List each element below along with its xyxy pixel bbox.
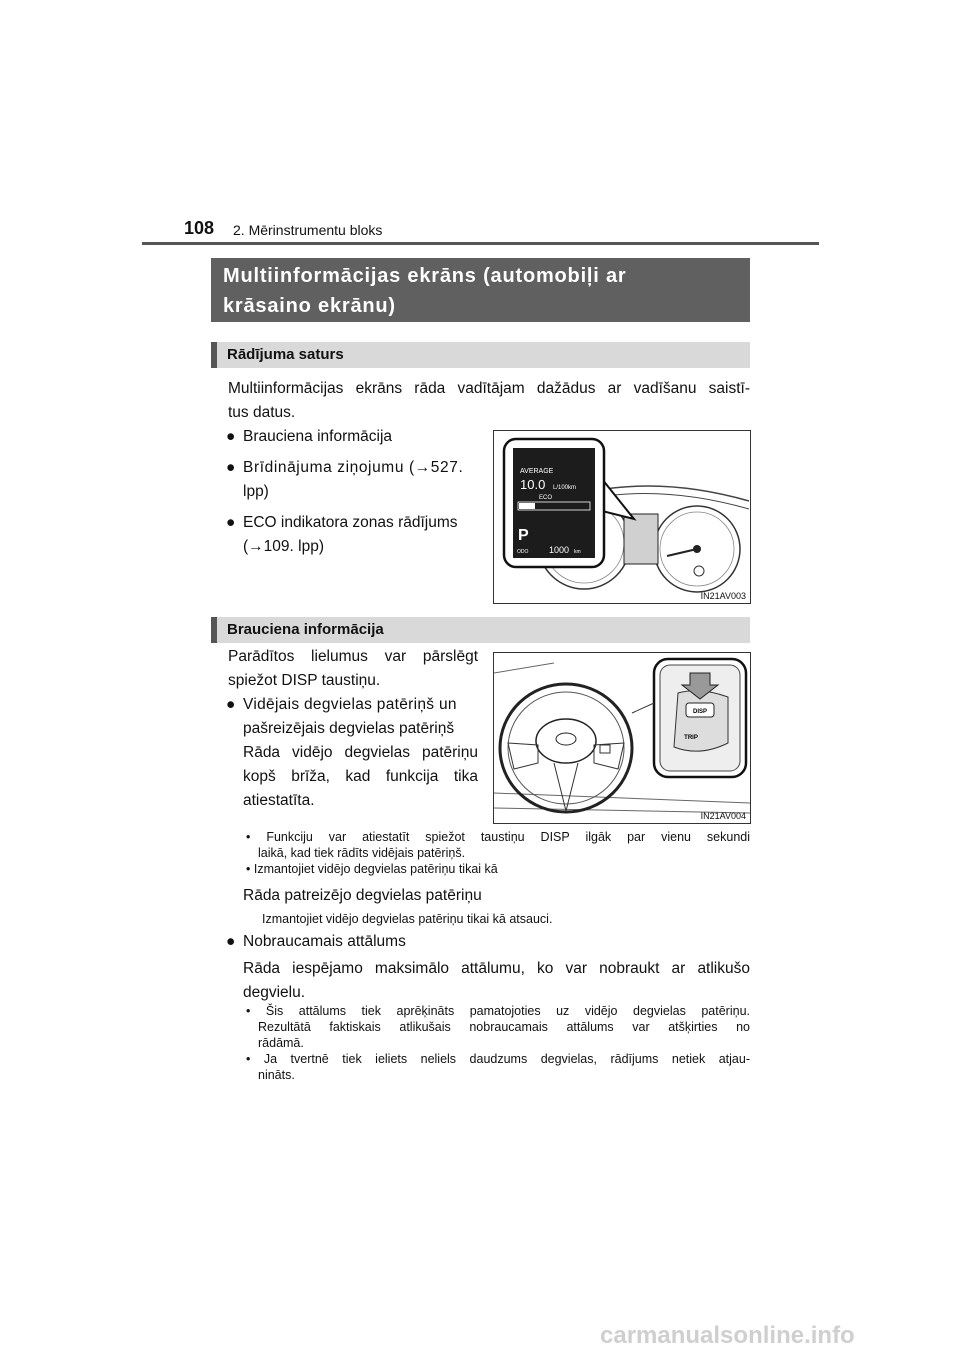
list-item: ● Brīdinājuma ziņojumu (→527. lpp) bbox=[226, 456, 484, 504]
section-title-line2: krāsaino ekrānu) bbox=[223, 295, 396, 317]
trip-intro-text bbox=[228, 645, 478, 693]
intro-line-2: tus datus. bbox=[228, 404, 296, 421]
range-description: Rāda iespējamo maksimālo attālumu, ko var nobraukt ar atlikušo degvielu. bbox=[243, 960, 750, 1001]
trip-button-label: TRIP bbox=[684, 735, 698, 741]
bullet-icon: ● bbox=[226, 696, 236, 713]
screen-value: 10.0 bbox=[520, 477, 546, 492]
steering-wheel-illustration bbox=[494, 653, 750, 823]
steering-wheel-figure bbox=[493, 652, 751, 824]
bullet-icon: ● bbox=[226, 459, 236, 476]
trip-intro-line-1: Parādītos lielumus var pārslēgt bbox=[228, 648, 478, 665]
bullet-icon: ● bbox=[226, 514, 236, 531]
subheading-display-content: Rādījuma saturs bbox=[211, 342, 750, 368]
subheading-trip-information: Brauciena informācija bbox=[211, 617, 750, 643]
section-title-line1: Multiinformācijas ekrāns (automobiļi ar bbox=[223, 265, 627, 287]
instrument-cluster-figure bbox=[493, 430, 751, 604]
figure-id: IN21AV003 bbox=[700, 591, 746, 601]
screen-gear: P bbox=[518, 527, 529, 544]
fuel-consumption-description: Rāda vidējo degvielas patēriņu kopš brīža, kad funkcija tika atiestatīta. bbox=[243, 744, 478, 809]
section-title bbox=[211, 258, 750, 322]
screen-unit: L/100km bbox=[553, 485, 577, 491]
screen-odo-unit: km bbox=[574, 549, 581, 555]
page-number: 108 bbox=[184, 218, 215, 238]
bullet-icon: ● bbox=[226, 933, 236, 950]
range-notes: • Šis attālums tiek aprēķināts pamatojoties uz vidējo degvielas patēriņu. Rezultātā faktiskais atlikušais nobraucamais attālums var atšķirties no rādāmā. • Ja tvertnē tiek ieliets neliels daudzums degvielas, rādījums netiek atjau- nināts. bbox=[246, 1004, 750, 1082]
watermark: carmanualsonline.info bbox=[600, 1322, 855, 1349]
trip-intro-line-2: spiežot DISP taustiņu. bbox=[228, 672, 381, 689]
figure-id: IN21AV004 bbox=[700, 811, 746, 821]
screen-odo-value: 1000 bbox=[549, 545, 570, 555]
display-content-list bbox=[226, 425, 484, 559]
current-consumption-text: Rāda patreizējo degvielas patēriņu bbox=[243, 887, 482, 904]
screen-eco-label: ECO bbox=[539, 495, 553, 501]
fuel-consumption-item: ● Vidējais degvielas patēriņš un pašreizējais degvielas patēriņš bbox=[226, 693, 478, 741]
intro-text bbox=[228, 377, 750, 425]
chapter-title: 2. Mērinstrumentu bloks bbox=[233, 222, 383, 238]
bullet-icon: ● bbox=[226, 428, 236, 445]
screen-odo-label: ODO bbox=[517, 549, 529, 555]
intro-line-1: Multiinformācijas ekrāns rāda vadītājam dažādus ar vadīšanu saistī- bbox=[228, 380, 750, 397]
reset-note: • Funkciju var atiestatīt spiežot taustiņu DISP ilgāk par vienu sekundi laikā, kad tiek rādīts vidējais patēriņš. • Izmantojiet vidējo degvielas patēriņu tikai kā bbox=[246, 830, 750, 876]
disp-button-label: DISP bbox=[692, 709, 708, 715]
header-divider bbox=[142, 242, 819, 245]
instrument-cluster-illustration bbox=[494, 431, 750, 603]
list-item: ● Brauciena informācija bbox=[226, 425, 484, 449]
list-item: ● ECO indikatora zonas rādījums (→109. lpp) bbox=[226, 511, 484, 559]
screen-average-label: AVERAGE bbox=[520, 468, 554, 475]
current-consumption-note: Izmantojiet vidējo degvielas patēriņu tikai kā atsauci. bbox=[262, 912, 553, 926]
range-item: ● Nobraucamais attālums bbox=[226, 930, 406, 954]
